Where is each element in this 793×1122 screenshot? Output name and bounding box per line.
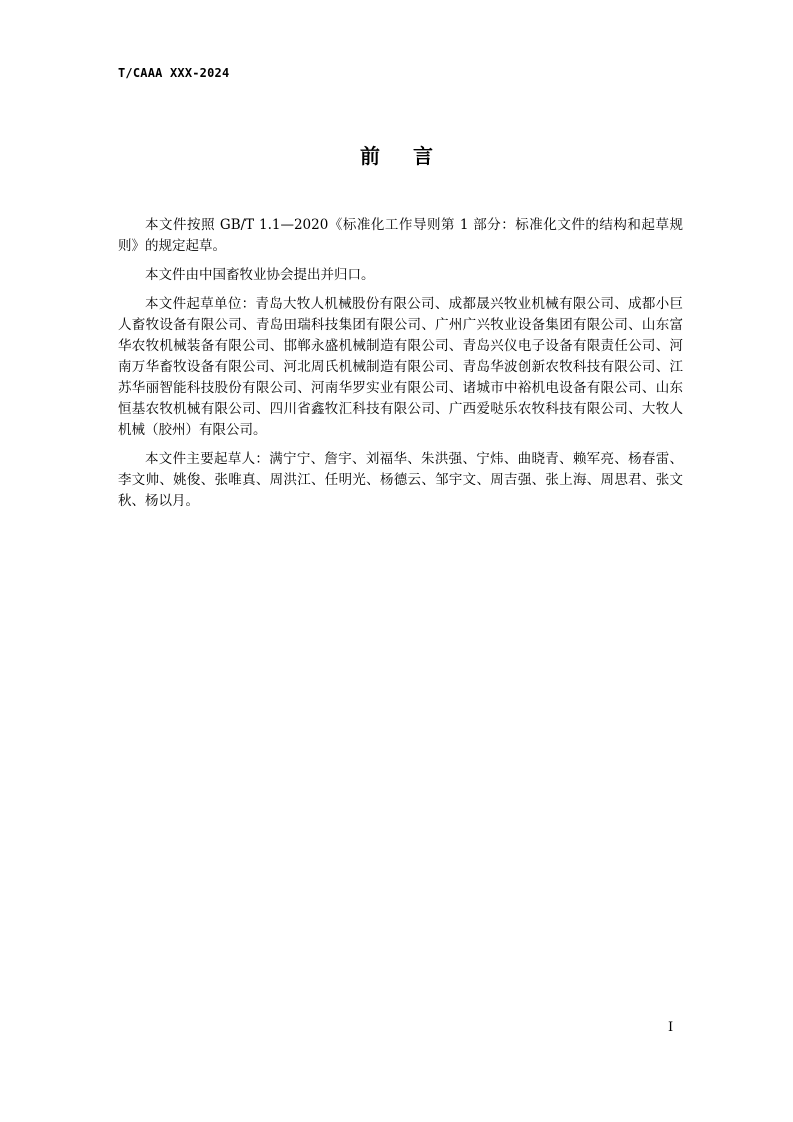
section-title bbox=[0, 140, 793, 169]
title-char-2: 言 bbox=[412, 144, 433, 168]
document-code: T/CAAA XXX-2024 bbox=[118, 66, 230, 80]
foreword-body bbox=[118, 215, 683, 520]
title-char-1: 前 bbox=[360, 144, 381, 168]
paragraph-drafters: 本文件主要起草人：满宁宁、詹宇、刘福华、朱洪强、宁炜、曲晓青、赖军亮、杨春雷、李文帅、姚俊、张唯真、周洪江、任明光、杨德云、邹宇文、周吉强、张上海、周思君、张文秋、杨以月。 bbox=[118, 451, 683, 509]
page-number: I bbox=[668, 1020, 674, 1035]
paragraph-drafting-units: 本文件起草单位：青岛大牧人机械股份有限公司、成都晟兴牧业机械有限公司、成都小巨人畜牧设备有限公司、青岛田瑞科技集团有限公司、广州广兴牧业设备集团有限公司、山东富华农牧机械装备有限公司、邯郸永盛机械制造有限公司、青岛兴仪电子设备有限责任公司、河南万华畜牧设备有限公司、河北周氏机械制造有限公司、青岛华波创新农牧科技有限公司、江苏华丽智能科技股份有限公司、河南华罗实业有限公司、诸城市中裕机电设备有限公司、山东恒基农牧机械有限公司、四川省鑫牧汇科技有限公司、广西爱哒乐农牧科技有限公司、大牧人机械（胶州）有限公司。 bbox=[118, 296, 683, 438]
paragraph-proposer: 本文件由中国畜牧业协会提出并归口。 bbox=[145, 267, 375, 283]
paragraph-drafting-rules: 本文件按照 GB/T 1.1—2020《标准化工作导则第 1 部分：标准化文件的结构和起草规则》的规定起草。 bbox=[118, 217, 683, 254]
